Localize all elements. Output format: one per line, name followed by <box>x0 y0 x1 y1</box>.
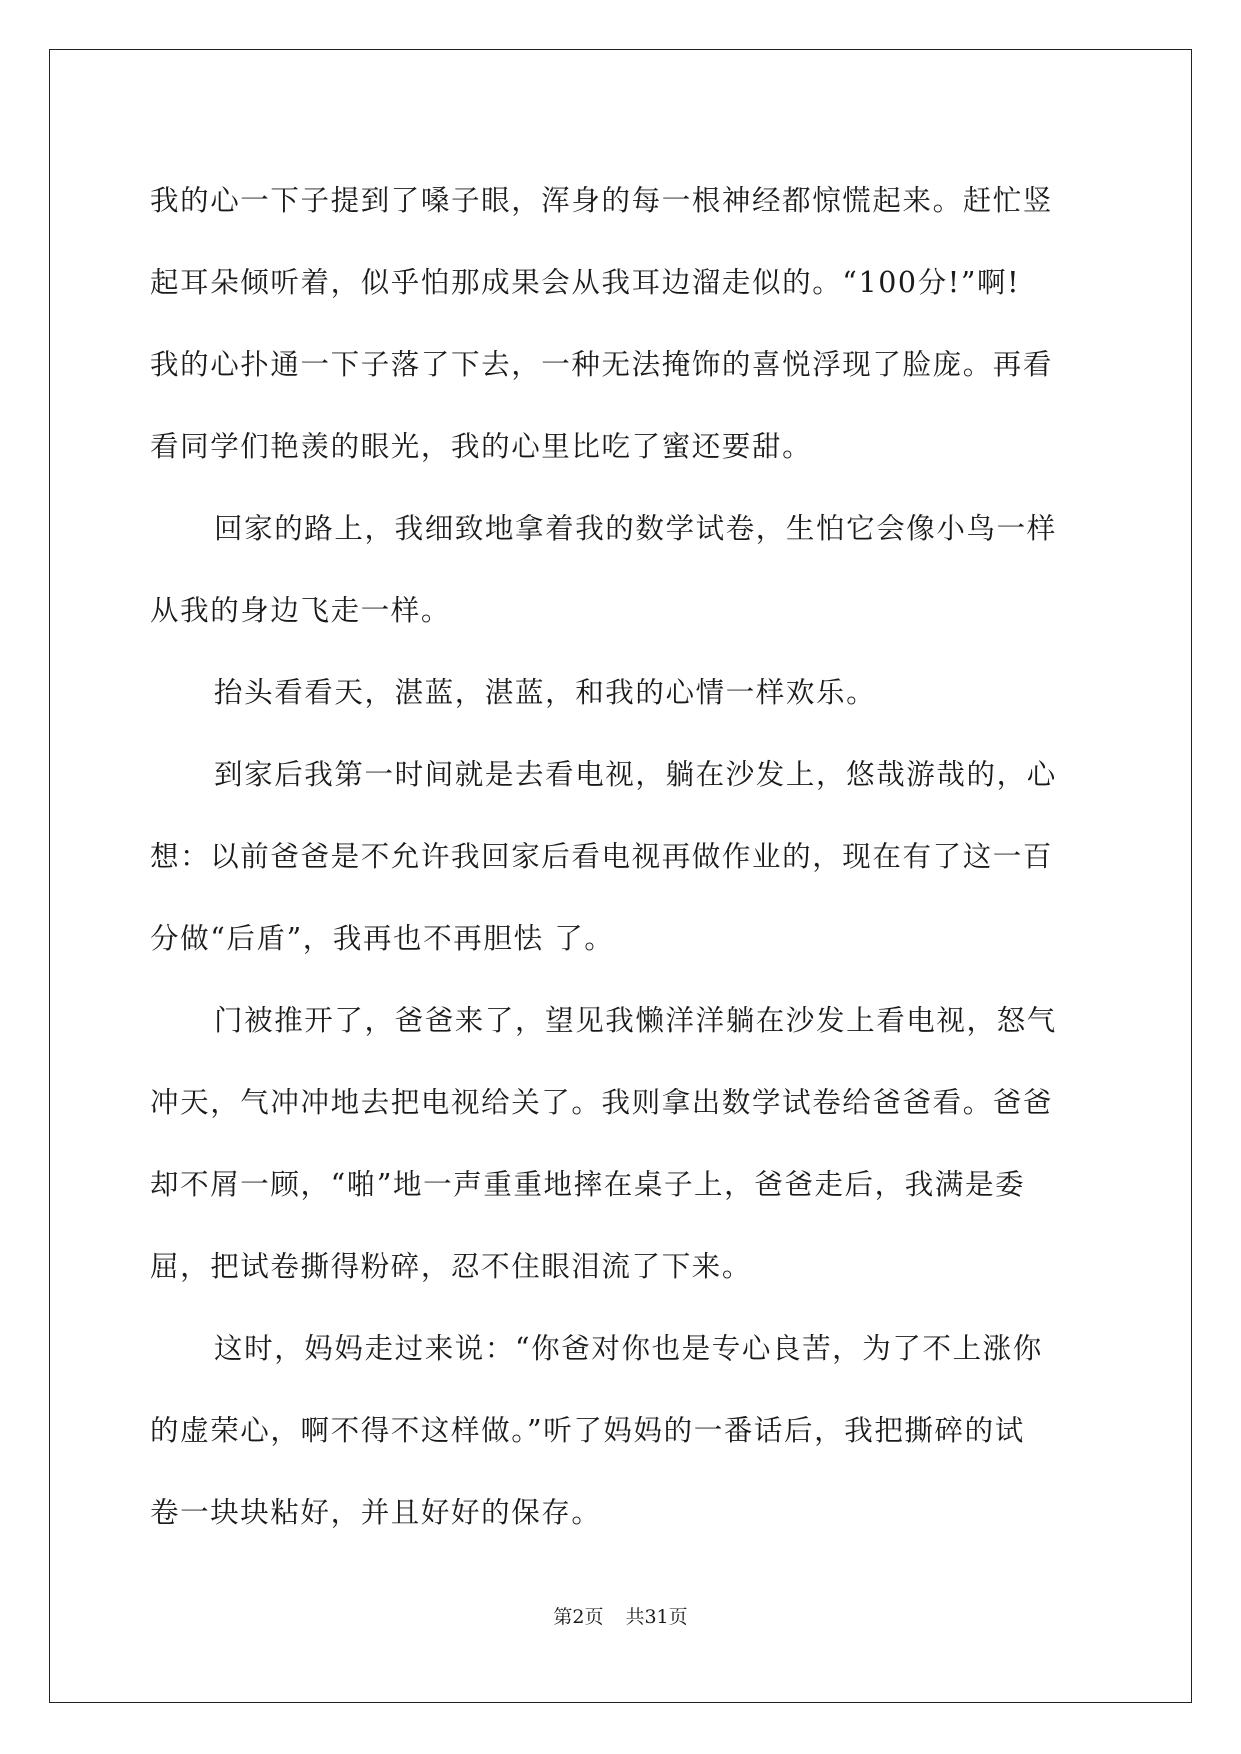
text-line: 的虚荣心，啊不得不这样做。”听了妈妈的一番话后，我把撕碎的试 <box>150 1414 1025 1447</box>
text-line: 门被推开了，爸爸来了，望见我懒洋洋躺在沙发上看电视，怒气 <box>214 1004 1057 1037</box>
text-line: 抬头看看天，湛蓝，湛蓝，和我的心情一样欢乐。 <box>214 676 877 709</box>
text-line: 回家的路上，我细致地拿着我的数学试卷，生怕它会像小鸟一样 <box>214 512 1057 545</box>
text-line: 屈，把试卷撕得粉碎，忍不住眼泪流了下来。 <box>150 1250 753 1283</box>
text-line: 看同学们艳羡的眼光，我的心里比吃了蜜还要甜。 <box>150 430 813 463</box>
text-line: 想：以前爸爸是不允许我回家后看电视再做作业的，现在有了这一百 <box>150 840 1054 873</box>
text-line: 我的心一下子提到了嗓子眼，浑身的每一根神经都惊慌起来。赶忙竖 <box>150 184 1054 217</box>
text-line: 我的心扑通一下子落了下去，一种无法掩饰的喜悦浮现了脸庞。再看 <box>150 348 1054 381</box>
page-number: 第2页 <box>553 1606 604 1628</box>
text-line: 从我的身边飞走一样。 <box>150 594 452 627</box>
page-footer <box>0 1602 1241 1629</box>
text-line: 却不屑一顾，“啪”地一声重重地摔在桌子上，爸爸走后，我满是委 <box>150 1168 1026 1201</box>
text-line: 到家后我第一时间就是去看电视，躺在沙发上，悠哉游哉的，心 <box>214 758 1057 791</box>
text-line: 起耳朵倾听着，似乎怕那成果会从我耳边溜走似的。“100分!”啊! <box>150 266 1021 299</box>
text-line: 分做“后盾”，我再也不再胆怯 了。 <box>150 922 615 955</box>
page-total: 共31页 <box>625 1606 688 1628</box>
text-line: 这时，妈妈走过来说：“你爸对你也是专心良苦，为了不上涨你 <box>214 1332 1043 1365</box>
text-line: 卷一块块粘好，并且好好的保存。 <box>150 1496 602 1529</box>
text-line: 冲天，气冲冲地去把电视给关了。我则拿出数学试卷给爸爸看。爸爸 <box>150 1086 1054 1119</box>
document-body <box>150 160 1090 1554</box>
